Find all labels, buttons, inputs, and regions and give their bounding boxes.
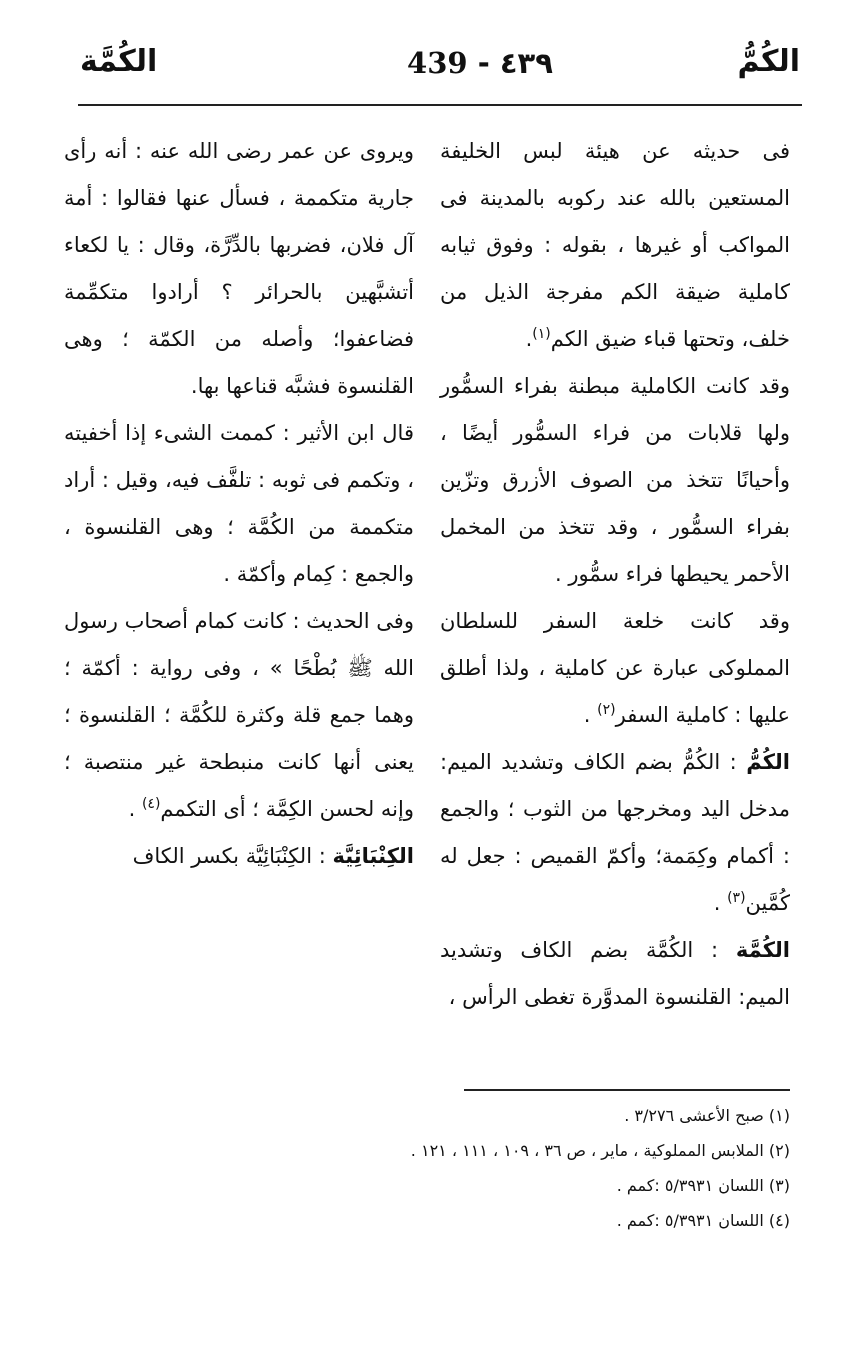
entry-term: الكِنْبَائِيَّة: [332, 844, 414, 868]
header-rule: [78, 104, 802, 106]
paragraph-text: : الكُمَّة بضم الكاف وتشديد الميم: القلنسوة المدوَّرة تغطى الرأس ،: [440, 938, 790, 1009]
paragraph-end: .: [713, 891, 728, 915]
header-entry-left: الكُمَّة: [80, 44, 158, 79]
paragraph-end: .: [583, 703, 598, 727]
page-header: [80, 44, 800, 100]
paragraph-text: فى حديثه عن هيئة لبس الخليفة المستعين بالله عند ركوبه بالمدينة فى المواكب أو غيرها ، بقوله : وفوق ثيابه كاملية ضيقة الكم مفرجة الذيل من خلف، وتحتها قباء ضيق الكم: [440, 139, 790, 351]
entry-paragraph: [440, 739, 790, 927]
entry-term: الكُمَّة: [735, 938, 790, 962]
footnote-ref: (١): [532, 326, 551, 342]
page-number: [360, 46, 600, 80]
page-number-latin: 439: [407, 46, 468, 80]
footnote-ref: (٢): [597, 702, 616, 718]
paragraph: [440, 128, 790, 363]
paragraph: [440, 363, 790, 598]
paragraph-text: وفى الحديث : كانت كمام أصحاب رسول الله ﷺ بُطْحًا » ، وفى رواية : أكمّة ؛ وهما جمع قلة وكثرة للكُمَّة ؛ القلنسوة ؛ يعنى أنها كانت منبطحة غير منتصبة ؛ وإنه لحسن الكِمَّة ؛ أى التكمم: [64, 609, 414, 821]
paragraph-text: قال ابن الأثير : كممت الشىء إذا أخفيته ، وتكمم فى ثوبه : تلفَّف فيه، وقيل : أراد متكممة من الكُمَّة ؛ وهى القلنسوة ، والجمع : كِمام وأكمّة .: [64, 421, 414, 586]
entry-paragraph: [440, 927, 790, 1021]
paragraph-text: : الكِنْبَائِيَّة بكسر الكاف: [132, 844, 333, 868]
footnotes: [70, 1098, 790, 1238]
entry-paragraph: [64, 833, 414, 880]
header-entry-right: الكُمُّ: [737, 44, 800, 79]
paragraph-end: .: [128, 797, 142, 821]
paragraph-text: وقد كانت الكاملية مبطنة بفراء السمُّور ولها قلابات من فراء السمُّور أيضًا ، وأحيانًا تتخذ من الصوف الأزرق وتزّين بفراء السمُّور ، وقد تتخذ من المخمل الأحمر يحيطها فراء سمُّور .: [440, 374, 790, 586]
footnote-ref: (٤): [141, 796, 161, 812]
paragraph-text: : الكُمُّ بضم الكاف وتشديد الميم: مدخل اليد ومخرجها من الثوب ؛ والجمع : أكمام وكِمَمة؛ وأكمّ القميص : جعل له كُمَّين: [440, 750, 790, 915]
paragraph: [64, 128, 414, 410]
footnote: (٣) اللسان ٥/٣٩٣١ :كمم .: [616, 1176, 790, 1195]
paragraph-text: وقد كانت خلعة السفر للسلطان المملوكى عبارة عن كاملية ، ولذا أطلق عليها : كاملية السفر: [440, 609, 790, 727]
paragraph-end: .: [525, 327, 533, 351]
paragraph: [64, 410, 414, 598]
paragraph: [440, 598, 790, 739]
footnote: (٤) اللسان ٥/٣٩٣١ :كمم .: [616, 1211, 790, 1230]
paragraph-text: ويروى عن عمر رضى الله عنه : أنه رأى جارية متكممة ، فسأل عنها فقالوا : أمة آل فلان، فضربها بالدِّرَّة، وقال : يا لكعاء أتشبَّهين بالحرائر ؟ أرادوا متكمِّمة فضاعفوا؛ وأصله من الكمّة ؛ وهى القلنسوة فشبَّه قناعها بها.: [64, 139, 414, 398]
page-number-arabic: ٤٣٩: [499, 46, 553, 80]
right-column: [440, 128, 790, 1021]
entry-term: الكُمُّ: [746, 750, 790, 774]
left-column: [64, 128, 414, 880]
paragraph: [64, 598, 414, 833]
page-number-dash: -: [477, 46, 490, 80]
footnote-rule: [464, 1089, 790, 1091]
footnote: (١) صبح الأعشى ٣/٢٧٦ .: [624, 1106, 790, 1125]
footnote-ref: (٣): [727, 890, 746, 906]
footnote: (٢) الملابس المملوكية ، ماير ، ص ٣٦ ، ١٠٩ ، ١١١ ، ١٢١ .: [410, 1141, 790, 1160]
